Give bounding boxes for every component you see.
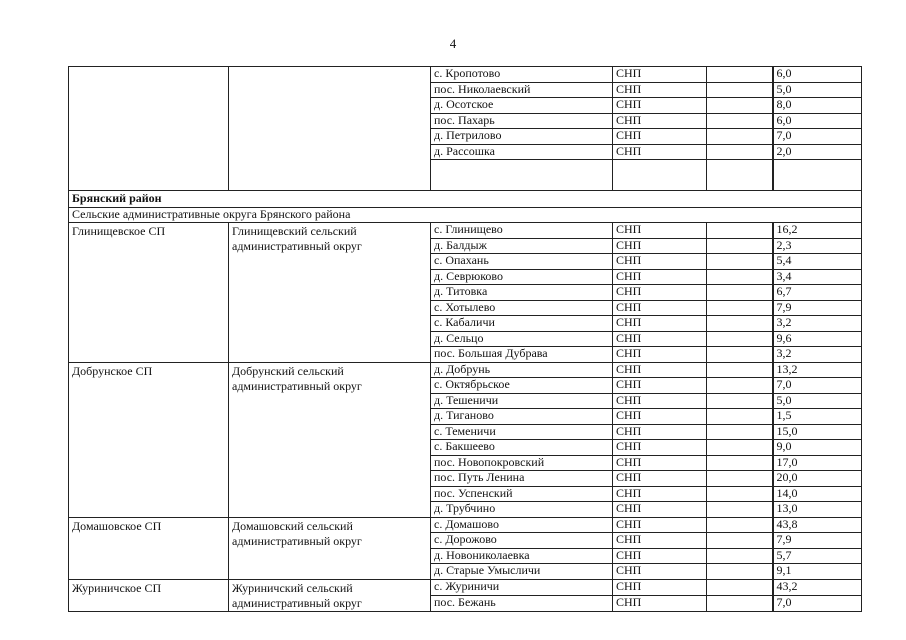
table-row	[69, 362, 862, 378]
type-cell: СНП	[613, 300, 707, 316]
value-cell: 20,0	[773, 471, 862, 487]
settlement-cell: пос. Путь Ленина	[431, 471, 613, 487]
type-cell: СНП	[613, 393, 707, 409]
settlement-cell: с. Кабаличи	[431, 316, 613, 332]
value-cell: 9,0	[773, 440, 862, 456]
type-cell: СНП	[613, 564, 707, 580]
table-row	[69, 223, 862, 239]
empty-cell	[707, 254, 773, 270]
type-cell: СНП	[613, 517, 707, 533]
type-cell: СНП	[613, 331, 707, 347]
settlement-cell: д. Новониколаевка	[431, 548, 613, 564]
page-number: 4	[449, 36, 457, 51]
type-cell: СНП	[613, 440, 707, 456]
settlement-cell: с. Теменичи	[431, 424, 613, 440]
empty-cell	[707, 113, 773, 129]
settlement-cell: д. Рассошка	[431, 144, 613, 160]
settlement-cell: с. Глинищево	[431, 223, 613, 239]
value-cell: 16,2	[773, 223, 862, 239]
value-cell: 43,2	[773, 579, 862, 595]
type-cell: СНП	[613, 362, 707, 378]
value-cell: 9,6	[773, 331, 862, 347]
sp-cell: Добрунское СП	[69, 362, 229, 517]
settlement-cell: с. Бакшеево	[431, 440, 613, 456]
value-cell: 7,0	[773, 595, 862, 611]
type-cell: СНП	[613, 269, 707, 285]
type-cell: СНП	[613, 98, 707, 114]
settlement-cell: пос. Успенский	[431, 486, 613, 502]
settlement-cell: с. Дорожово	[431, 533, 613, 549]
value-cell: 13,2	[773, 362, 862, 378]
value-cell: 13,0	[773, 502, 862, 518]
value-cell: 6,7	[773, 285, 862, 301]
type-cell: СНП	[613, 409, 707, 425]
settlement-cell: д. Осотское	[431, 98, 613, 114]
settlement-cell: д. Тиганово	[431, 409, 613, 425]
settlement-cell: с. Журиничи	[431, 579, 613, 595]
empty-cell	[707, 98, 773, 114]
sp-cell: Журиничское СП	[69, 579, 229, 611]
empty-cell	[707, 564, 773, 580]
settlement-cell: д. Старые Умысличи	[431, 564, 613, 580]
settlement-cell: пос. Николаевский	[431, 82, 613, 98]
settlement-cell: д. Титовка	[431, 285, 613, 301]
value-cell: 6,0	[773, 67, 862, 83]
type-cell: СНП	[613, 347, 707, 363]
sp-cell	[69, 67, 229, 191]
settlement-cell: с. Хотылево	[431, 300, 613, 316]
empty-cell	[707, 331, 773, 347]
type-cell: СНП	[613, 579, 707, 595]
value-cell: 5,0	[773, 82, 862, 98]
empty-cell	[707, 144, 773, 160]
type-cell: СНП	[613, 223, 707, 239]
settlement-cell: пос. Пахарь	[431, 113, 613, 129]
value-cell: 17,0	[773, 455, 862, 471]
type-cell: СНП	[613, 424, 707, 440]
settlement-cell: д. Сельцо	[431, 331, 613, 347]
value-cell: 8,0	[773, 98, 862, 114]
value-cell: 2,3	[773, 238, 862, 254]
section-row	[69, 191, 862, 208]
settlement-cell: с. Домашово	[431, 517, 613, 533]
type-cell: СНП	[613, 238, 707, 254]
empty-cell	[707, 347, 773, 363]
value-cell: 14,0	[773, 486, 862, 502]
type-cell: СНП	[613, 67, 707, 83]
value-cell: 3,4	[773, 269, 862, 285]
type-cell: СНП	[613, 533, 707, 549]
value-cell: 2,0	[773, 144, 862, 160]
value-cell: 3,2	[773, 316, 862, 332]
empty-cell	[707, 533, 773, 549]
empty-cell	[707, 486, 773, 502]
empty-cell	[707, 409, 773, 425]
empty-cell	[707, 378, 773, 394]
value-cell: 43,8	[773, 517, 862, 533]
section-subtitle: Сельские административные округа Брянского района	[69, 207, 862, 223]
settlement-cell: с. Кропотово	[431, 67, 613, 83]
empty-cell	[707, 238, 773, 254]
type-cell: СНП	[613, 548, 707, 564]
type-cell: СНП	[613, 486, 707, 502]
value-cell: 6,0	[773, 113, 862, 129]
empty-cell	[707, 362, 773, 378]
value-cell: 7,0	[773, 129, 862, 145]
type-cell: СНП	[613, 316, 707, 332]
settlement-cell: с. Октябрьское	[431, 378, 613, 394]
subsection-row	[69, 207, 862, 223]
settlement-cell: пос. Новопокровский	[431, 455, 613, 471]
value-cell: 1,5	[773, 409, 862, 425]
okrug-cell	[229, 67, 431, 191]
settlement-cell: д. Тешеничи	[431, 393, 613, 409]
empty-cell	[707, 67, 773, 83]
empty-cell	[707, 223, 773, 239]
value-cell: 7,9	[773, 300, 862, 316]
value-cell: 7,0	[773, 378, 862, 394]
empty-cell	[707, 440, 773, 456]
table-body	[69, 67, 862, 612]
empty-cell	[707, 300, 773, 316]
empty-cell	[707, 595, 773, 611]
type-cell: СНП	[613, 254, 707, 270]
type-cell: СНП	[613, 144, 707, 160]
type-cell: СНП	[613, 471, 707, 487]
type-cell: СНП	[613, 285, 707, 301]
type-cell: СНП	[613, 455, 707, 471]
empty-cell	[707, 579, 773, 595]
empty-cell	[707, 269, 773, 285]
type-cell: СНП	[613, 378, 707, 394]
empty-cell	[707, 424, 773, 440]
value-cell	[773, 160, 862, 191]
type-cell: СНП	[613, 595, 707, 611]
value-cell: 15,0	[773, 424, 862, 440]
empty-cell	[707, 393, 773, 409]
settlement-cell: д. Севрюково	[431, 269, 613, 285]
type-cell	[613, 160, 707, 191]
value-cell: 7,9	[773, 533, 862, 549]
empty-cell	[707, 548, 773, 564]
table-row	[69, 517, 862, 533]
settlement-cell: д. Добрунь	[431, 362, 613, 378]
settlement-cell: с. Опахань	[431, 254, 613, 270]
empty-cell	[707, 502, 773, 518]
value-cell: 5,0	[773, 393, 862, 409]
type-cell: СНП	[613, 113, 707, 129]
type-cell: СНП	[613, 129, 707, 145]
settlement-cell: д. Трубчино	[431, 502, 613, 518]
empty-cell	[707, 129, 773, 145]
sp-cell: Домашовское СП	[69, 517, 229, 579]
empty-cell	[707, 471, 773, 487]
okrug-cell: Домашовский сельский административный округ	[229, 517, 431, 579]
empty-cell	[707, 316, 773, 332]
okrug-cell: Глинищевский сельский административный округ	[229, 223, 431, 363]
empty-cell	[707, 285, 773, 301]
value-cell: 5,4	[773, 254, 862, 270]
settlement-cell: пос. Бежань	[431, 595, 613, 611]
settlement-cell: д. Балдыж	[431, 238, 613, 254]
value-cell: 5,7	[773, 548, 862, 564]
settlement-cell: д. Петрилово	[431, 129, 613, 145]
section-title: Брянский район	[69, 191, 862, 208]
empty-cell	[707, 160, 773, 191]
type-cell: СНП	[613, 502, 707, 518]
value-cell: 3,2	[773, 347, 862, 363]
settlement-cell	[431, 160, 613, 191]
value-cell: 9,1	[773, 564, 862, 580]
okrug-cell: Добрунский сельский административный округ	[229, 362, 431, 517]
okrug-cell: Журиничский сельский административный округ	[229, 579, 431, 611]
settlement-cell: пос. Большая Дубрава	[431, 347, 613, 363]
type-cell: СНП	[613, 82, 707, 98]
table-row	[69, 579, 862, 595]
empty-cell	[707, 82, 773, 98]
sp-cell: Глинищевское СП	[69, 223, 229, 363]
settlements-table	[68, 66, 862, 612]
empty-cell	[707, 517, 773, 533]
table-row	[69, 67, 862, 83]
empty-cell	[707, 455, 773, 471]
